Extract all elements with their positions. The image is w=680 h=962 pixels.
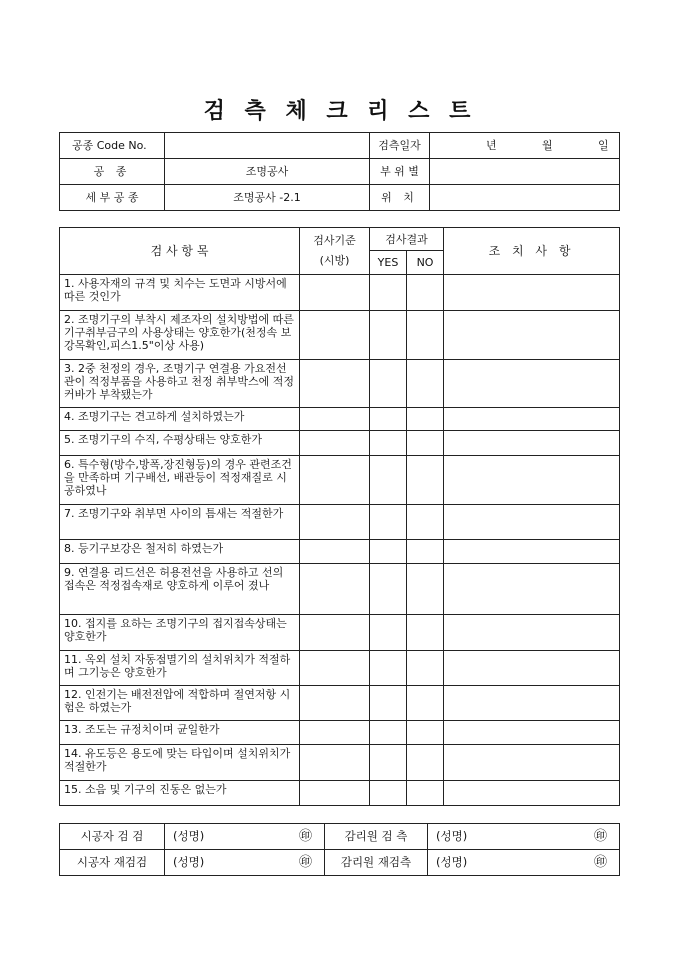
yes-cell[interactable]	[370, 721, 407, 745]
detail-work-label: 세 부 공 종	[60, 185, 165, 211]
sign-right-field[interactable]	[428, 850, 620, 876]
criteria-cell[interactable]	[300, 615, 370, 651]
no-cell[interactable]	[407, 781, 444, 806]
checklist-item-text: 7. 조명기구와 취부면 사이의 틈새는 적절한가	[60, 505, 300, 540]
section-value[interactable]	[430, 159, 620, 185]
action-cell[interactable]	[444, 311, 620, 360]
checklist-item-text: 10. 접지를 요하는 조명기구의 접지접속상태는 양호한가	[60, 615, 300, 651]
action-cell[interactable]	[444, 408, 620, 431]
sign-left-field[interactable]	[165, 850, 325, 876]
sign-left-label: 시공자 재검검	[60, 850, 165, 876]
yes-cell[interactable]	[370, 408, 407, 431]
table-row	[60, 456, 620, 505]
table-row	[60, 360, 620, 408]
inspection-date-value[interactable]	[430, 133, 620, 159]
checklist-item-text: 4. 조명기구는 견고하게 설치하였는가	[60, 408, 300, 431]
sign-left-label: 시공자 검 검	[60, 824, 165, 850]
no-cell[interactable]	[407, 745, 444, 781]
checklist-item-text: 15. 소음 및 기구의 진동은 없는가	[60, 781, 300, 806]
yes-cell[interactable]	[370, 275, 407, 311]
criteria-cell[interactable]	[300, 408, 370, 431]
date-year-label: 년	[486, 139, 497, 152]
col-no-header: NO	[407, 251, 444, 275]
no-cell[interactable]	[407, 686, 444, 721]
table-row	[60, 408, 620, 431]
date-month-label: 월	[542, 139, 553, 152]
sign-name-label: (성명)	[436, 855, 468, 869]
yes-cell[interactable]	[370, 540, 407, 564]
yes-cell[interactable]	[370, 745, 407, 781]
yes-cell[interactable]	[370, 564, 407, 615]
action-cell[interactable]	[444, 686, 620, 721]
yes-cell[interactable]	[370, 615, 407, 651]
criteria-cell[interactable]	[300, 686, 370, 721]
no-cell[interactable]	[407, 721, 444, 745]
col-item-header: 검 사 항 목	[60, 228, 300, 275]
col-action-header: 조 치 사 항	[444, 228, 620, 275]
checklist-item-text: 3. 2중 천정의 경우, 조명기구 연결용 가요전선관이 적정부품을 사용하고 천정 취부박스에 적정커바가 부착됐는가	[60, 360, 300, 408]
yes-cell[interactable]	[370, 781, 407, 806]
criteria-cell[interactable]	[300, 745, 370, 781]
action-cell[interactable]	[444, 651, 620, 686]
yes-cell[interactable]	[370, 431, 407, 456]
seal-icon: ㊞	[298, 855, 312, 870]
location-label: 위 치	[370, 185, 430, 211]
table-row	[60, 540, 620, 564]
criteria-cell[interactable]	[300, 456, 370, 505]
criteria-cell[interactable]	[300, 505, 370, 540]
action-cell[interactable]	[444, 721, 620, 745]
checklist-item-text: 9. 연결용 리드선은 허용전선을 사용하고 선의 접속은 적정접속재로 양호하게 이루어 졌나	[60, 564, 300, 615]
criteria-cell[interactable]	[300, 564, 370, 615]
action-cell[interactable]	[444, 564, 620, 615]
checklist-item-text: 14. 유도등은 용도에 맞는 타입이며 설치위치가 적절한가	[60, 745, 300, 781]
yes-cell[interactable]	[370, 505, 407, 540]
criteria-cell[interactable]	[300, 360, 370, 408]
inspection-date-label: 검측일자	[370, 133, 430, 159]
no-cell[interactable]	[407, 505, 444, 540]
sign-right-label: 감리원 검 측	[325, 824, 428, 850]
sign-name-label: (성명)	[436, 829, 468, 843]
no-cell[interactable]	[407, 275, 444, 311]
col-result-header: 검사결과	[370, 228, 444, 251]
document-title: 검 측 체 크 리 스 트	[203, 98, 477, 124]
seal-icon: ㊞	[298, 829, 312, 844]
no-cell[interactable]	[407, 311, 444, 360]
no-cell[interactable]	[407, 615, 444, 651]
yes-cell[interactable]	[370, 686, 407, 721]
work-type-label: 공 종	[60, 159, 165, 185]
table-row	[60, 686, 620, 721]
work-type-value[interactable]: 조명공사	[165, 159, 370, 185]
checklist-item-text: 12. 인전기는 배전전압에 적합하며 절연저항 시험은 하였는가	[60, 686, 300, 721]
no-cell[interactable]	[407, 360, 444, 408]
action-cell[interactable]	[444, 745, 620, 781]
no-cell[interactable]	[407, 651, 444, 686]
table-row	[60, 311, 620, 360]
table-row	[60, 564, 620, 615]
no-cell[interactable]	[407, 540, 444, 564]
checklist-item-text: 5. 조명기구의 수직, 수평상태는 양호한가	[60, 431, 300, 456]
sign-left-field[interactable]	[165, 824, 325, 850]
no-cell[interactable]	[407, 456, 444, 505]
criteria-cell[interactable]	[300, 721, 370, 745]
table-row	[60, 505, 620, 540]
signature-table	[59, 823, 620, 876]
seal-icon: ㊞	[593, 829, 607, 844]
yes-cell[interactable]	[370, 456, 407, 505]
checklist-item-text: 11. 옥외 설치 자동점멸기의 설치위치가 적절하며 그기능은 양호한가	[60, 651, 300, 686]
criteria-cell[interactable]	[300, 540, 370, 564]
criteria-cell[interactable]	[300, 431, 370, 456]
table-row	[60, 431, 620, 456]
criteria-cell[interactable]	[300, 651, 370, 686]
col-criteria-header	[300, 228, 370, 275]
location-value[interactable]	[430, 185, 620, 211]
action-cell[interactable]	[444, 431, 620, 456]
table-row	[60, 615, 620, 651]
criteria-cell[interactable]	[300, 781, 370, 806]
sign-name-label: (성명)	[173, 855, 205, 869]
no-cell[interactable]	[407, 408, 444, 431]
table-row	[60, 721, 620, 745]
criteria-cell[interactable]	[300, 311, 370, 360]
sign-right-field[interactable]	[428, 824, 620, 850]
action-cell[interactable]	[444, 540, 620, 564]
col-yes-header: YES	[370, 251, 407, 275]
col-criteria-line2: (시방)	[319, 254, 350, 267]
yes-cell[interactable]	[370, 311, 407, 360]
header-info-table	[59, 132, 620, 211]
checklist-item-text: 6. 특수형(방수,방폭,장진형등)의 경우 관련조건을 만족하며 기구배선, 배관등이 적정재질로 시공하였나	[60, 456, 300, 505]
no-cell[interactable]	[407, 564, 444, 615]
action-cell[interactable]	[444, 275, 620, 311]
table-row	[60, 651, 620, 686]
seal-icon: ㊞	[593, 855, 607, 870]
work-code-value[interactable]	[165, 133, 370, 159]
action-cell[interactable]	[444, 505, 620, 540]
action-cell[interactable]	[444, 615, 620, 651]
sign-right-label: 감리원 재검측	[325, 850, 428, 876]
table-row	[60, 781, 620, 806]
criteria-cell[interactable]	[300, 275, 370, 311]
action-cell[interactable]	[444, 781, 620, 806]
action-cell[interactable]	[444, 360, 620, 408]
checklist-item-text: 13. 조도는 규정치이며 균일한가	[60, 721, 300, 745]
no-cell[interactable]	[407, 431, 444, 456]
table-row	[60, 745, 620, 781]
work-code-label: 공종 Code No.	[60, 133, 165, 159]
yes-cell[interactable]	[370, 360, 407, 408]
sign-name-label: (성명)	[173, 829, 205, 843]
action-cell[interactable]	[444, 456, 620, 505]
section-label: 부 위 별	[370, 159, 430, 185]
yes-cell[interactable]	[370, 651, 407, 686]
table-row	[60, 275, 620, 311]
col-criteria-line1: 검사기준	[313, 234, 356, 247]
date-day-label: 일	[598, 139, 609, 152]
checklist-item-text: 8. 등기구보강은 철저히 하였는가	[60, 540, 300, 564]
checklist-table	[59, 227, 620, 806]
checklist-item-text: 2. 조명기구의 부착시 제조자의 설치방법에 따른 기구취부금구의 사용상태는 양호한가(천정속 보강목확인,피스1.5"이상 사용)	[60, 311, 300, 360]
detail-work-value[interactable]: 조명공사 -2.1	[165, 185, 370, 211]
checklist-item-text: 1. 사용자재의 규격 및 치수는 도면과 시방서에 따른 것인가	[60, 275, 300, 311]
